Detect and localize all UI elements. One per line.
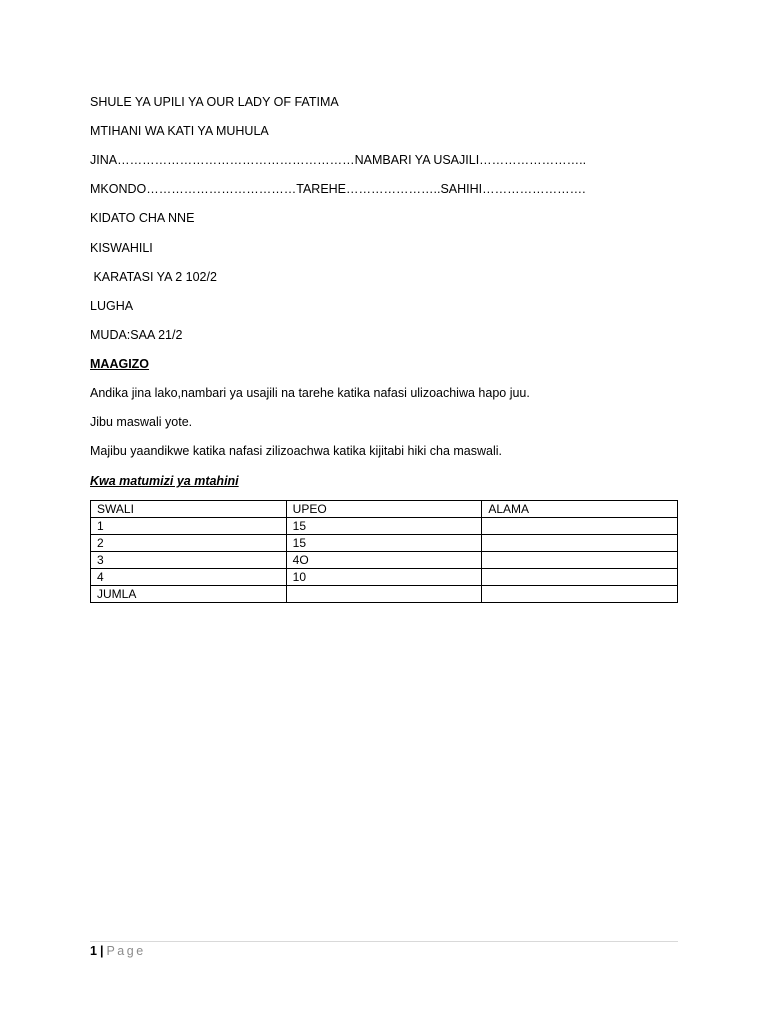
page-number: 1 xyxy=(90,944,97,958)
paper-number: KARATASI YA 2 102/2 xyxy=(90,270,217,284)
instruction-item: Jibu maswali yote. xyxy=(90,415,193,429)
question-cell: 2 xyxy=(91,535,287,552)
score-cell xyxy=(482,552,678,569)
name-registration-line: JINA…………………………………………………NAMBARI YA USAJILI…………………….. xyxy=(90,153,587,167)
table-row xyxy=(91,569,678,586)
instruction-item: Andika jina lako,nambari ya usajili na tarehe katika nafasi ulizoachiwa hapo juu. xyxy=(90,386,530,400)
school-name: SHULE YA UPILI YA OUR LADY OF FATIMA xyxy=(90,95,339,109)
column-header: UPEO xyxy=(286,501,482,518)
max-marks-cell: 10 xyxy=(286,569,482,586)
column-header: SWALI xyxy=(91,501,287,518)
max-marks-cell: 4O xyxy=(286,552,482,569)
table-row xyxy=(91,518,678,535)
question-cell: 1 xyxy=(91,518,287,535)
score-cell xyxy=(482,586,678,603)
column-header: ALAMA xyxy=(482,501,678,518)
question-cell: JUMLA xyxy=(91,586,287,603)
subject: KISWAHILI xyxy=(90,241,153,255)
footer-separator: | xyxy=(99,944,104,958)
max-marks-cell: 15 xyxy=(286,535,482,552)
instruction-item: Majibu yaandikwe katika nafasi zilizoachwa katika kijitabi hiki cha maswali. xyxy=(90,444,502,458)
score-cell xyxy=(482,535,678,552)
examiner-heading: Kwa matumizi ya mtahini xyxy=(90,474,239,488)
page-label: Page xyxy=(106,944,146,958)
exam-title: MTIHANI WA KATI YA MUHULA xyxy=(90,124,269,138)
page-footer xyxy=(90,943,146,959)
duration: MUDA:SAA 21/2 xyxy=(90,328,183,342)
table-row xyxy=(91,552,678,569)
total-row xyxy=(91,586,678,603)
section-title: LUGHA xyxy=(90,299,134,313)
form-level: KIDATO CHA NNE xyxy=(90,211,195,225)
max-marks-cell: 15 xyxy=(286,518,482,535)
instructions-heading: MAAGIZO xyxy=(90,357,150,371)
max-marks-cell xyxy=(286,586,482,603)
table-row xyxy=(91,535,678,552)
question-cell: 4 xyxy=(91,569,287,586)
footer-divider xyxy=(90,941,678,942)
score-cell xyxy=(482,569,678,586)
stream-date-signature-line: MKONDO………………………………TAREHE…………………..SAHIHI……………………. xyxy=(90,182,586,196)
table-header-row xyxy=(91,501,678,518)
score-cell xyxy=(482,518,678,535)
question-cell: 3 xyxy=(91,552,287,569)
marks-table xyxy=(90,500,678,603)
